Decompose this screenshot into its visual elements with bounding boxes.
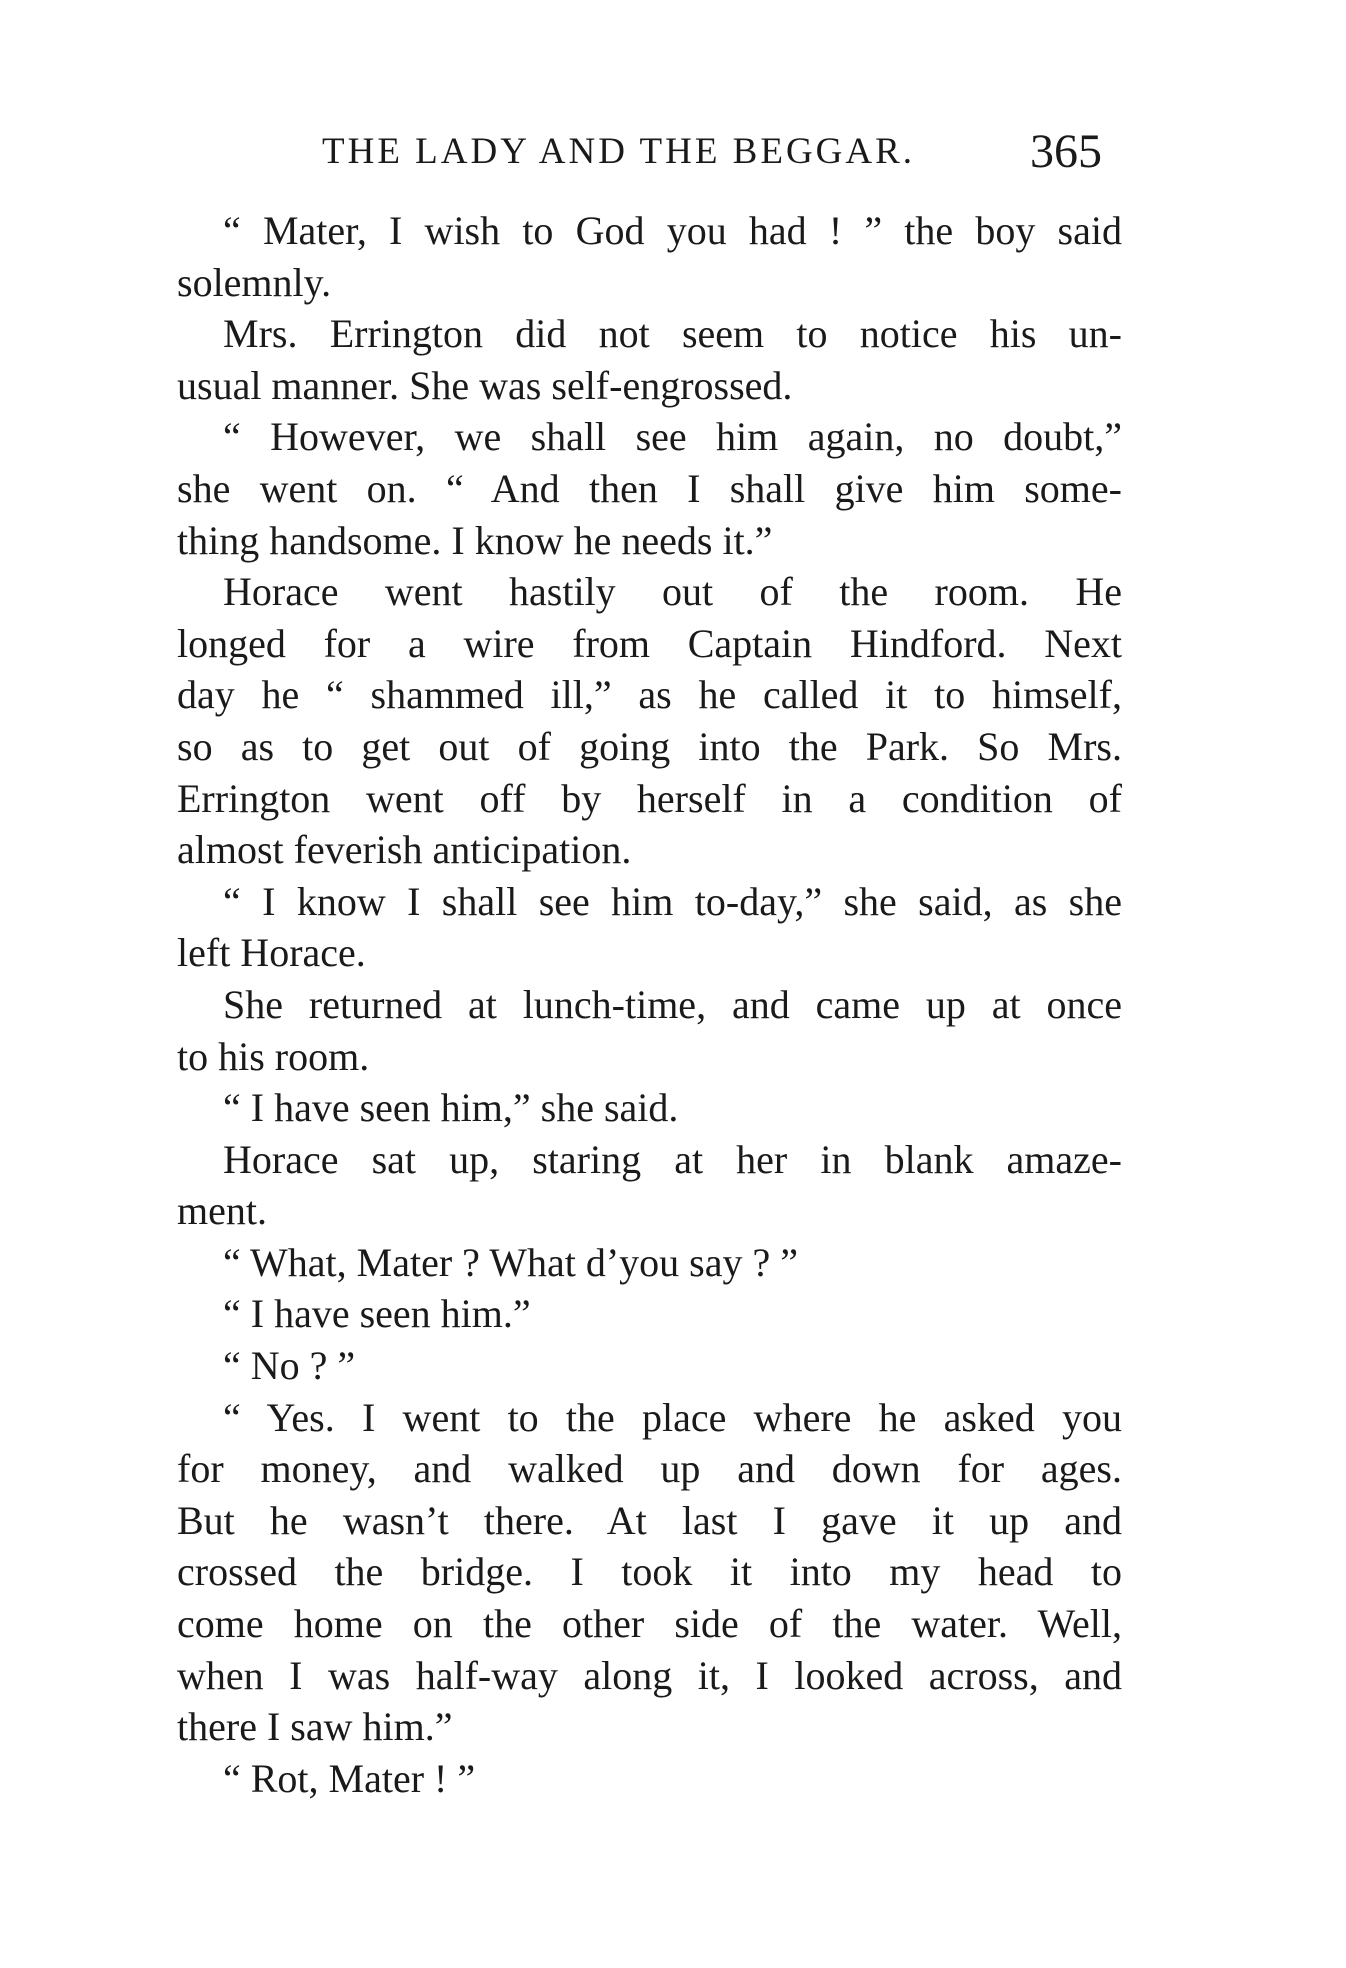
text-line: so as to get out of going into the Park. So Mrs. [177, 723, 1122, 769]
text-line: for money, and walked up and down for ages. [177, 1446, 1122, 1492]
text-line: left Horace. [177, 930, 366, 976]
text-line: “ What, Mater ? What d’you say ? ” [223, 1239, 798, 1285]
text-line: when I was half-way along it, I looked across, and [177, 1652, 1122, 1698]
text-line: “ I know I shall see him to-day,” she said, as she [223, 878, 1122, 924]
text-line: Horace sat up, staring at her in blank amaze- [223, 1136, 1122, 1182]
text-line: longed for a wire from Captain Hindford. Next [177, 620, 1122, 666]
text-line: she went on. “ And then I shall give him some- [177, 465, 1122, 511]
page-header [322, 125, 1122, 180]
text-line: “ Yes. I went to the place where he asked you [223, 1394, 1122, 1440]
text-line: “ Rot, Mater ! ” [223, 1755, 476, 1801]
text-line: usual manner. She was self-engrossed. [177, 362, 793, 408]
text-line: crossed the bridge. I took it into my head to [177, 1549, 1122, 1595]
text-line: come home on the other side of the water. Well, [177, 1601, 1122, 1647]
text-line: But he wasn’t there. At last I gave it up and [177, 1497, 1122, 1543]
text-line: “ However, we shall see him again, no doubt,” [223, 414, 1122, 460]
text-line: day he “ shammed ill,” as he called it to himself, [177, 672, 1122, 718]
text-line: Errington went off by herself in a condition of [177, 775, 1122, 821]
page-number: 365 [1030, 125, 1102, 178]
text-line: “ I have seen him.” [223, 1291, 531, 1337]
text-line: Horace went hastily out of the room. He [223, 569, 1122, 615]
text-line: ment. [177, 1188, 267, 1234]
body-text [177, 205, 1122, 1804]
text-line: thing handsome. I know he needs it.” [177, 517, 773, 563]
text-line: “ No ? ” [223, 1343, 356, 1389]
text-line: almost feverish anticipation. [177, 827, 632, 873]
text-line: “ I have seen him,” she said. [223, 1085, 679, 1131]
text-line: to his room. [177, 1033, 370, 1079]
text-line: solemnly. [177, 259, 332, 305]
text-line: Mrs. Errington did not seem to notice his un- [223, 311, 1122, 357]
text-line: “ Mater, I wish to God you had ! ” the boy said [223, 208, 1122, 253]
running-head: THE LADY AND THE BEGGAR. [322, 131, 916, 172]
text-line: She returned at lunch-time, and came up at once [223, 981, 1122, 1027]
text-line: there I saw him.” [177, 1704, 453, 1750]
